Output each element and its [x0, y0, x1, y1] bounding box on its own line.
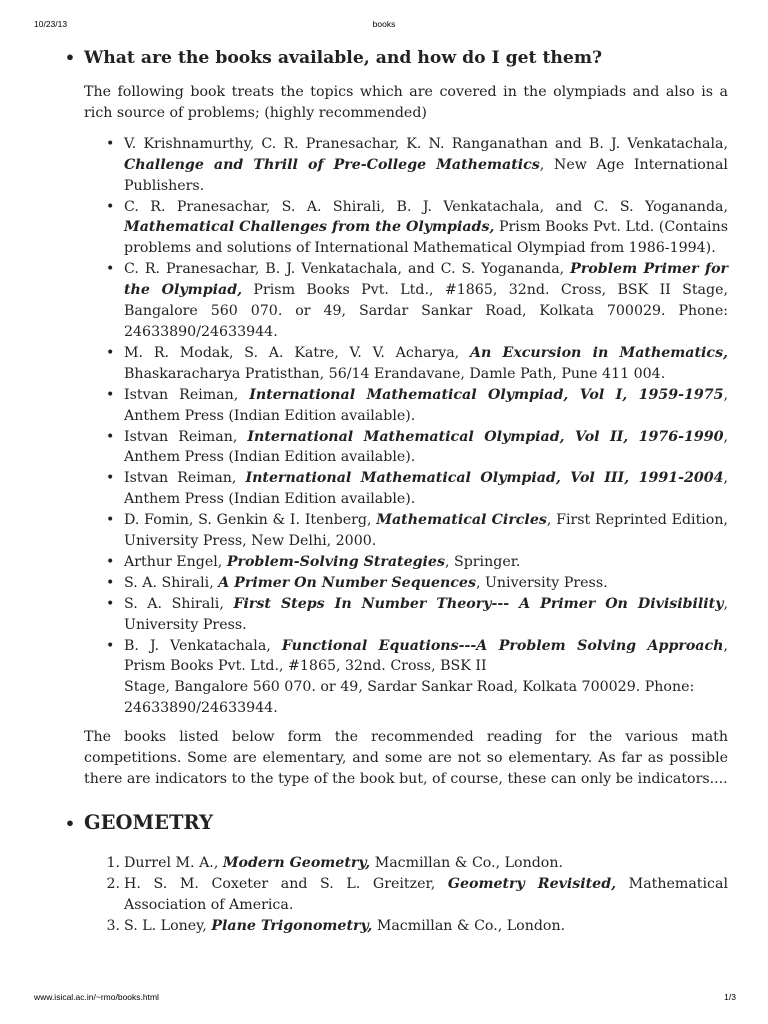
book-authors: Istvan Reiman,	[124, 428, 248, 445]
book-title: An Excursion in Mathematics,	[469, 344, 728, 361]
geometry-section-heading	[56, 808, 728, 839]
book-item	[84, 427, 728, 469]
book-list	[84, 134, 728, 719]
book-title: International Mathematical Olympiad, Vol III, 1991-2004	[245, 470, 724, 487]
book-authors: Istvan Reiman,	[124, 386, 250, 403]
book-publisher: , Anthem Press (Indian Edition available).	[124, 470, 728, 508]
book-item	[84, 343, 728, 385]
book-authors: V. Krishnamurthy, C. R. Pranesachar, K. N. Ranganathan and B. J. Venkatachala,	[124, 135, 728, 152]
book-title: Mathematical Challenges from the Olympiads,	[124, 219, 495, 236]
book-authors: H. S. M. Coxeter and S. L. Greitzer,	[124, 875, 448, 892]
book-item	[84, 259, 728, 343]
book-title: A Primer On Number Sequences	[218, 574, 476, 591]
book-title: Functional Equations---A Problem Solving Approach	[281, 637, 724, 654]
book-item	[84, 468, 728, 510]
book-authors: Istvan Reiman,	[124, 470, 246, 487]
book-publisher: Macmillan & Co., London.	[370, 854, 563, 871]
book-publisher: , University Press.	[124, 595, 728, 633]
document-body	[56, 44, 728, 937]
books-section-heading	[56, 44, 728, 72]
book-authors: B. J. Venkatachala,	[124, 637, 282, 654]
book-publisher: Macmillan & Co., London.	[372, 917, 566, 934]
book-title: Challenge and Thrill of Pre-College Mathematics	[124, 156, 540, 173]
item-number: 1.	[106, 854, 120, 871]
book-item	[84, 385, 728, 427]
print-header	[0, 19, 768, 31]
book-authors: S. L. Loney,	[124, 917, 212, 934]
book-item	[84, 552, 728, 573]
book-publisher: , Anthem Press (Indian Edition available).	[124, 428, 728, 466]
book-title: Modern Geometry,	[222, 854, 371, 871]
item-number: 3.	[106, 917, 120, 934]
geometry-heading-text: GEOMETRY	[84, 810, 213, 834]
book-publisher: , Springer.	[444, 553, 521, 570]
book-authors: S. A. Shirali,	[124, 595, 234, 612]
book-title: Problem-Solving Strategies	[226, 553, 445, 570]
page-url: www.isical.ac.in/~rmo/books.html	[34, 992, 159, 1002]
book-publisher: Mathematical Association of America.	[124, 875, 728, 913]
book-publisher: Bhaskaracharya Pratisthan, 56/14 Erandavane, Damle Path, Pune 411 004.	[124, 365, 666, 382]
book-authors: C. R. Pranesachar, B. J. Venkatachala, and C. S. Yogananda,	[124, 261, 571, 278]
book-publisher: , New Age International Publishers.	[124, 156, 728, 194]
book-title: International Mathematical Olympiad, Vol I, 1959-1975	[249, 386, 724, 403]
book-authors: Durrel M. A.,	[124, 854, 223, 871]
book-publisher: , First Reprinted Edition, University Press, New Delhi, 2000.	[124, 512, 728, 550]
geometry-book-item	[84, 874, 728, 916]
book-address: Stage, Bangalore 560 070. or 49, Sardar Sankar Road, Kolkata 700029. Phone: 24633890/24633944.	[124, 679, 695, 717]
book-title: Plane Trigonometry,	[211, 917, 373, 934]
book-item	[84, 510, 728, 552]
page-number: 1/3	[724, 992, 736, 1002]
book-publisher: , Anthem Press (Indian Edition available).	[124, 386, 728, 424]
book-title: Mathematical Circles	[376, 512, 547, 529]
book-item	[84, 134, 728, 197]
books-heading-text: What are the books available, and how do I get them?	[84, 48, 603, 68]
book-authors: M. R. Modak, S. A. Katre, V. V. Acharya,	[124, 344, 470, 361]
print-date: 10/23/13	[34, 19, 68, 29]
book-authors: C. R. Pranesachar, S. A. Shirali, B. J. Venkatachala, and C. S. Yogananda,	[124, 198, 728, 215]
intro-paragraph: The following book treats the topics which are covered in the olympiads and also is a rich source of problems; (highly recommended)	[84, 84, 728, 121]
geometry-book-list	[84, 853, 728, 937]
book-authors: Arthur Engel,	[124, 553, 227, 570]
book-publisher: , University Press.	[475, 574, 608, 591]
book-item	[84, 636, 728, 720]
item-number: 2.	[106, 875, 120, 892]
print-footer	[0, 992, 768, 1004]
heading-bullet: •	[64, 813, 76, 833]
book-publisher: , Prism Books Pvt. Ltd., #1865, 32nd. Cross, BSK II	[124, 637, 728, 675]
book-authors: S. A. Shirali,	[124, 574, 219, 591]
print-page-title: books	[372, 19, 396, 29]
book-title: First Steps In Number Theory--- A Primer On Divisibility	[233, 595, 724, 612]
recommended-reading-paragraph: The books listed below form the recommended reading for the various math competitions. Some are elementary, and some are not so elementary. As far as possible there are indicators to the type of the book but, of course, these can only be indicators....	[84, 729, 728, 787]
book-item	[84, 573, 728, 594]
book-item	[84, 197, 728, 260]
book-publisher: Prism Books Pvt. Ltd. (Contains problems and solutions of International Mathematical Olympiad from 1986-1994).	[124, 219, 728, 257]
book-title: Problem Primer for the Olympiad,	[124, 261, 729, 299]
book-title: International Mathematical Olympiad, Vol II, 1976-1990	[247, 428, 724, 445]
heading-bullet: •	[64, 48, 76, 67]
book-authors: D. Fomin, S. Genkin & I. Itenberg,	[124, 512, 377, 529]
geometry-book-item	[84, 853, 728, 874]
book-item	[84, 594, 728, 636]
book-title: Geometry Revisited,	[447, 875, 617, 892]
book-publisher: Prism Books Pvt. Ltd., #1865, 32nd. Cross, BSK II Stage, Bangalore 560 070. or 49, Sardar Sankar Road, Kolkata 700029. Phone: 24633890/24633944.	[124, 282, 729, 340]
geometry-book-item	[84, 916, 728, 937]
